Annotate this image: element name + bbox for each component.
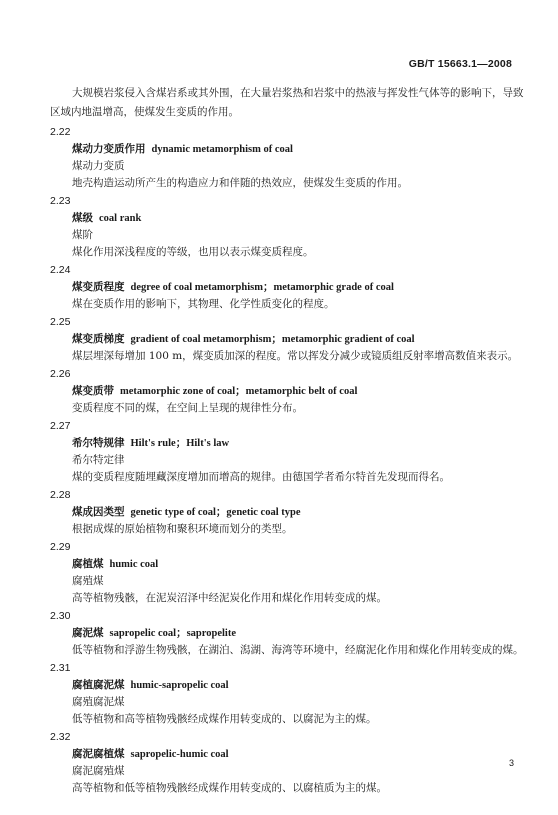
term-en: humic-sapropelic coal [130, 680, 229, 691]
term-zh: 煤动力变质作用 [72, 143, 146, 155]
term-zh: 希尔特规律 [72, 437, 125, 449]
entry-definition: 地壳构造运动所产生的构造应力和伴随的热效应，使煤发生变质的作用。 [72, 177, 408, 189]
entry-alt-term: 煤阶 [72, 229, 93, 241]
term-zh: 煤变质带 [72, 385, 114, 397]
term-en: coal rank [99, 213, 142, 224]
entry-term [72, 626, 236, 641]
entry-definition: 煤的变质程度随埋藏深度增加而增高的规律。由德国学者希尔特首先发现而得名。 [72, 471, 450, 483]
entry-number: 2.30 [50, 610, 71, 622]
entry-alt-term: 煤动力变质 [72, 160, 125, 172]
intro-line-2: 区域内地温增高，使煤发生变质的作用。 [50, 106, 239, 118]
term-en: humic coal [109, 559, 159, 570]
entry-term [72, 678, 229, 693]
entry-alt-term: 腐泥腐殖煤 [72, 765, 125, 777]
term-en: sapropelic-humic coal [130, 749, 229, 760]
term-zh: 煤成因类型 [72, 506, 125, 518]
term-en: genetic type of coal；genetic coal type [130, 507, 301, 518]
entry-term [72, 384, 357, 399]
entry-number: 2.28 [50, 489, 71, 501]
entry-number: 2.27 [50, 420, 71, 432]
term-zh: 煤变质程度 [72, 281, 125, 293]
entry-alt-term: 腐殖腐泥煤 [72, 696, 125, 708]
page-number: 3 [508, 758, 514, 768]
term-zh: 煤变质梯度 [72, 333, 125, 345]
entry-definition: 低等植物和浮游生物残骸，在湖泊、潟湖、海湾等环境中，经腐泥化作用和煤化作用转变成的煤。 [72, 644, 524, 656]
entry-definition: 低等植物和高等植物残骸经成煤作用转变成的、以腐泥为主的煤。 [72, 713, 377, 725]
entry-alt-term: 腐殖煤 [72, 575, 104, 587]
term-en: Hilt's rule；Hilt's law [130, 438, 230, 449]
entry-definition: 煤层埋深每增加 100 m，煤变质加深的程度。常以挥发分减少或镜质组反射率增高数值来表示。 [72, 350, 519, 362]
entry-term [72, 505, 301, 520]
entry-number: 2.24 [50, 264, 71, 276]
intro-line-1: 大规模岩浆侵入含煤岩系或其外围，在大量岩浆热和岩浆中的热液与挥发性气体等的影响下，导致 [72, 87, 524, 99]
entry-number: 2.22 [50, 126, 71, 138]
entry-definition: 煤化作用深浅程度的等级，也用以表示煤变质程度。 [72, 246, 314, 258]
term-en: gradient of coal metamorphism；metamorphic gradient of coal [130, 334, 415, 345]
entry-number: 2.25 [50, 316, 71, 328]
entry-definition: 高等植物和低等植物残骸经成煤作用转变成的、以腐植质为主的煤。 [72, 782, 387, 794]
entry-definition: 根据成煤的原始植物和聚积环境而划分的类型。 [72, 523, 293, 535]
term-zh: 腐植腐泥煤 [72, 679, 125, 691]
term-en: degree of coal metamorphism；metamorphic grade of coal [130, 282, 394, 293]
term-zh: 腐泥煤 [72, 627, 104, 639]
term-zh: 腐泥腐植煤 [72, 748, 125, 760]
entry-term [72, 436, 229, 451]
entry-term [72, 211, 141, 226]
entry-definition: 变质程度不同的煤，在空间上呈现的规律性分布。 [72, 402, 303, 414]
entry-number: 2.32 [50, 731, 71, 743]
term-zh: 煤级 [72, 212, 93, 224]
term-zh: 腐植煤 [72, 558, 104, 570]
entry-alt-term: 希尔特定律 [72, 454, 125, 466]
term-en: sapropelic coal；sapropelite [109, 628, 236, 639]
entry-term [72, 280, 394, 295]
term-en: metamorphic zone of coal；metamorphic belt of coal [120, 386, 358, 397]
entry-term [72, 747, 229, 762]
entry-definition: 煤在变质作用的影响下，其物理、化学性质变化的程度。 [72, 298, 335, 310]
entry-number: 2.29 [50, 541, 71, 553]
entry-term [72, 142, 293, 157]
standard-code: GB/T 15663.1—2008 [408, 58, 512, 70]
entry-number: 2.31 [50, 662, 71, 674]
entry-definition: 高等植物残骸，在泥炭沼泽中经泥炭化作用和煤化作用转变成的煤。 [72, 592, 387, 604]
entry-number: 2.26 [50, 368, 71, 380]
term-en: dynamic metamorphism of coal [151, 144, 293, 155]
entry-number: 2.23 [50, 195, 71, 207]
entry-term [72, 557, 158, 572]
entry-term [72, 332, 415, 347]
